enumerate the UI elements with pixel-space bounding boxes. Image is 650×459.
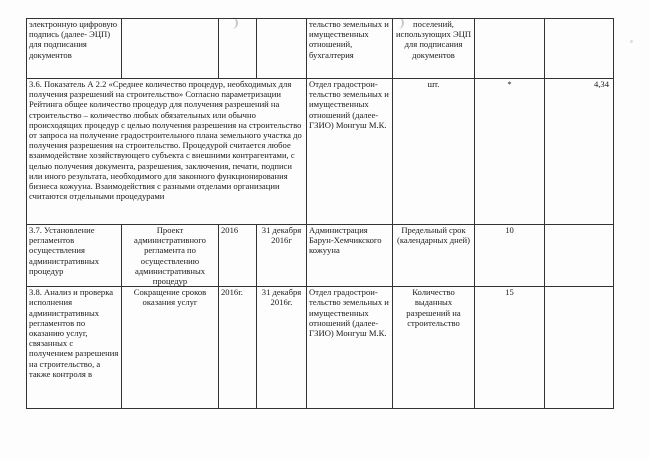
cell-responsible: Отдел градострои-тельство земельных и имущественных отношений (далее- ГЗИО) Монгуш М.К. [307, 79, 393, 225]
cell-responsible: Отдел градострои-тельство земельных и имущественных отношений (далее- ГЗИО) Монгуш М.К. [307, 287, 393, 409]
cell-deadline: 31 декабря 2016г [257, 225, 307, 287]
cell-name: 3.7. Установление регламентов осуществления административных процедур [27, 225, 122, 287]
cell-deadline: 31 декабря 2016г. [257, 287, 307, 409]
cell-value: * [475, 79, 545, 225]
cell-year: 2016 [219, 225, 257, 287]
cell-description: 3.6. Показатель А 2.2 «Среднее количество процедур, необходимых для получения разрешений на строительство» Согласно параметризации Рейтинга общее количество процедур для получения разрешений на строительство – количество любых обязательных или обычно происходящих процедур с целью получения разрешения на строительство от запроса на получение градостроительного плана земельного участка до получения разрешения на строительство. Процедурой считается любое взаимодействие хозяйствующего субъекта с внешними контрагентами, с целью получения документа, разрешения, заключения, печати, подписи или иного результата, необходимого для законного функционирования бизнеса кожууна. Взаимодействия с разными отделами организации считаются отдельными процедурами [27, 79, 307, 225]
cell-empty [545, 287, 614, 409]
cell-indicator: Предельный срок (календарных дней) [393, 225, 475, 287]
cell-indicator: поселений, использующих ЭЦП для подписания документов [393, 19, 475, 79]
table-row [27, 19, 614, 79]
plan-table [26, 18, 614, 409]
cell-empty [122, 19, 219, 79]
scan-dust [630, 40, 633, 43]
cell-result: Проект административного регламента по осуществлению административных процедур [122, 225, 219, 287]
table-row [27, 79, 614, 225]
cell-value: 4,34 [545, 79, 614, 225]
cell-responsible: тельство земельных и имущественных отношений, бухгалтерия [307, 19, 393, 79]
cell-continued-text: электронную цифровую подпись (далее- ЭЦП) для подписания документов [27, 19, 122, 79]
cell-empty [545, 19, 614, 79]
table-row [27, 287, 614, 409]
cell-empty [219, 19, 257, 79]
cell-empty [257, 19, 307, 79]
cell-unit: шт. [393, 79, 475, 225]
table-row [27, 225, 614, 287]
cell-result: Сокращение сроков оказания услуг [122, 287, 219, 409]
cell-name: 3.8. Анализ и проверка исполнения административных регламентов по оказанию услуг, связанных с получением разрешения на строительство, а также контроля в [27, 287, 122, 409]
cell-value: 15 [475, 287, 545, 409]
cell-empty [475, 19, 545, 79]
cell-indicator: Количество выданных разрешений на строительство [393, 287, 475, 409]
cell-empty [545, 225, 614, 287]
cell-value: 10 [475, 225, 545, 287]
cell-year: 2016г. [219, 287, 257, 409]
cell-responsible: Администрация Барун-Хемчикского кожууна [307, 225, 393, 287]
